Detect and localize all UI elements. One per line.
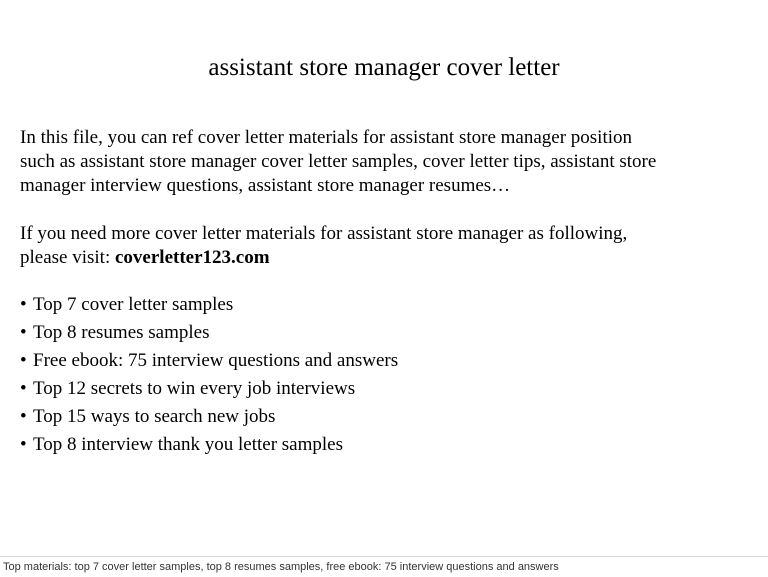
- bullet-icon: •: [20, 322, 27, 343]
- list-item: [20, 292, 398, 320]
- list-item: [20, 404, 398, 432]
- visit-line: [20, 246, 750, 270]
- list-item: [20, 348, 398, 376]
- list-item-text: Top 8 resumes samples: [33, 322, 210, 343]
- footer-text: Top materials: top 7 cover letter samples, top 8 resumes samples, free ebook: 75 interview questions and answers: [3, 561, 559, 573]
- list-item-text: Free ebook: 75 interview questions and answers: [33, 350, 399, 371]
- bullet-icon: •: [20, 294, 27, 315]
- bullet-icon: •: [20, 350, 27, 371]
- visit-prefix: please visit:: [20, 247, 115, 268]
- bullet-icon: •: [20, 378, 27, 399]
- slide-title: assistant store manager cover letter: [208, 54, 560, 81]
- intro-line: In this file, you can ref cover letter materials for assistant store manager position: [20, 127, 633, 148]
- bullet-icon: •: [20, 406, 27, 427]
- intro-paragraph: [20, 126, 750, 198]
- bullet-icon: •: [20, 434, 27, 455]
- list-item-text: Top 7 cover letter samples: [33, 294, 234, 315]
- materials-list: [20, 292, 398, 460]
- list-item-text: Top 15 ways to search new jobs: [33, 406, 276, 427]
- list-item-text: Top 8 interview thank you letter samples: [33, 434, 343, 455]
- visit-paragraph: [20, 222, 750, 270]
- list-item-text: Top 12 secrets to win every job interviews: [33, 378, 356, 399]
- footer-bar: [0, 556, 768, 577]
- list-item: [20, 376, 398, 404]
- website-link[interactable]: coverletter123.com: [114, 247, 270, 268]
- list-item: [20, 432, 398, 460]
- intro-line: manager interview questions, assistant store manager resumes…: [20, 175, 511, 196]
- list-item: [20, 320, 398, 348]
- intro-line: such as assistant store manager cover letter samples, cover letter tips, assistant store: [20, 151, 657, 172]
- visit-line: If you need more cover letter materials for assistant store manager as following,: [20, 223, 628, 244]
